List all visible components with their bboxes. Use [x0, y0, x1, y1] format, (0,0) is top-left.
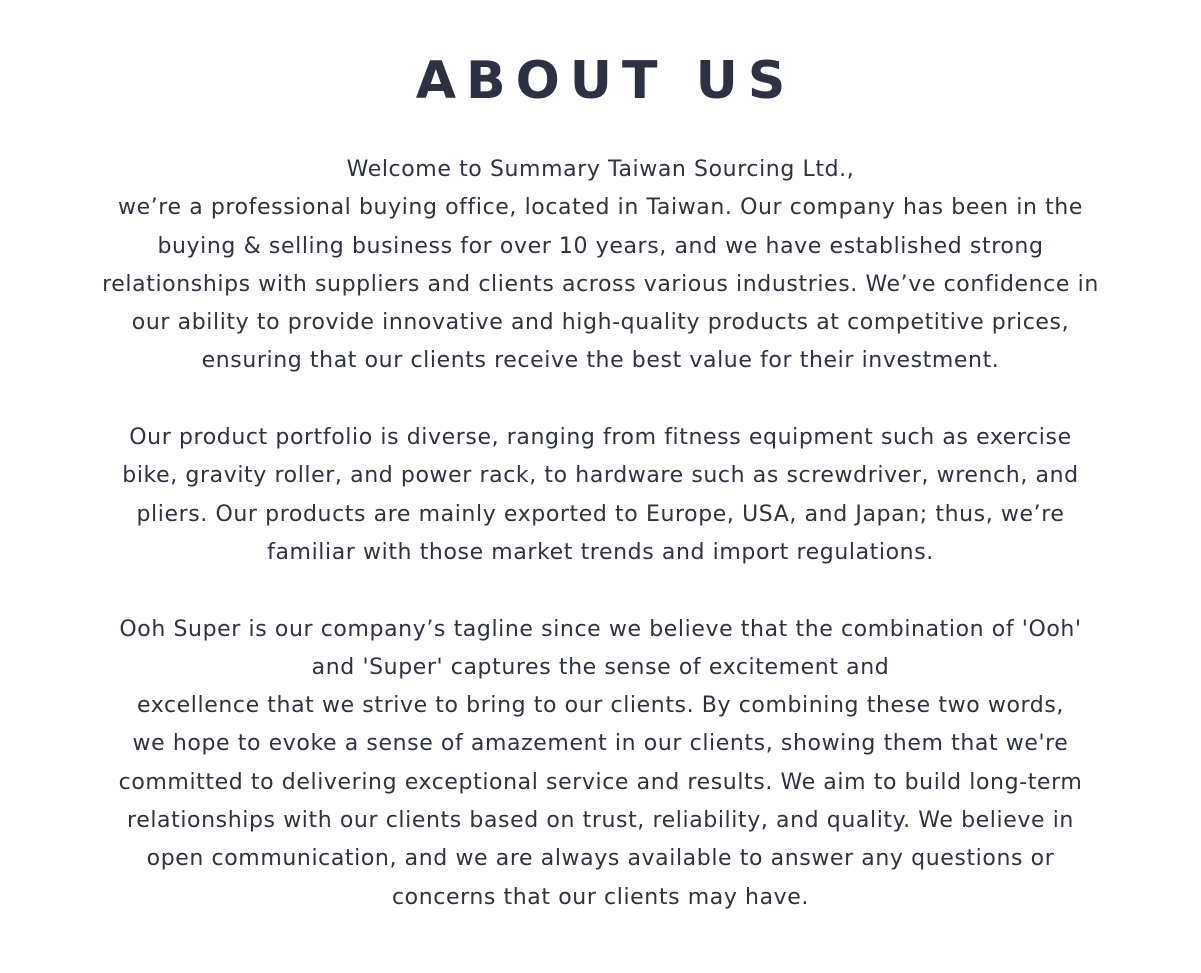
paragraph-line: relationships with suppliers and clients across various industries. We’ve confidence in: [102, 271, 1099, 297]
paragraph-line: Our product portfolio is diverse, ranging from fitness equipment such as exercise: [129, 425, 1072, 451]
product-portfolio-paragraph: [40, 419, 1161, 572]
paragraph-line: Ooh Super is our company’s tagline since we believe that the combination of 'Ooh': [119, 616, 1082, 642]
tagline-paragraph: [40, 611, 1161, 917]
intro-paragraph: [40, 151, 1161, 381]
page-title: ABOUT US: [415, 51, 796, 111]
paragraph-line: relationships with our clients based on trust, reliability, and quality. We believe in: [127, 808, 1074, 834]
paragraph-line: committed to delivering exceptional service and results. We aim to build long-term: [118, 769, 1083, 795]
paragraph-line: excellence that we strive to bring to our clients. By combining these two words,: [136, 693, 1065, 719]
paragraph-line: familiar with those market trends and import regulations.: [267, 539, 934, 565]
about-body: [40, 151, 1161, 917]
paragraph-line: we’re a professional buying office, located in Taiwan. Our company has been in the: [117, 195, 1083, 221]
paragraph-line: Welcome to Summary Taiwan Sourcing Ltd.,: [346, 157, 855, 182]
paragraph-line: and 'Super' captures the sense of excitement and: [311, 654, 890, 680]
paragraph-line: concerns that our clients may have.: [391, 884, 810, 910]
paragraph-line: open communication, and we are always available to answer any questions or: [146, 846, 1055, 872]
paragraph-line: buying & selling business for over 10 years, and we have established strong: [157, 233, 1044, 259]
paragraph-line: pliers. Our products are mainly exported to Europe, USA, and Japan; thus, we’re: [136, 501, 1065, 527]
paragraph-line: bike, gravity roller, and power rack, to hardware such as screwdriver, wrench, and: [122, 463, 1079, 489]
paragraph-line: ensuring that our clients receive the best value for their investment.: [201, 348, 1000, 374]
paragraph-line: we hope to evoke a sense of amazement in our clients, showing them that we're: [132, 731, 1069, 757]
paragraph-line: our ability to provide innovative and high-quality products at competitive prices,: [131, 310, 1070, 336]
